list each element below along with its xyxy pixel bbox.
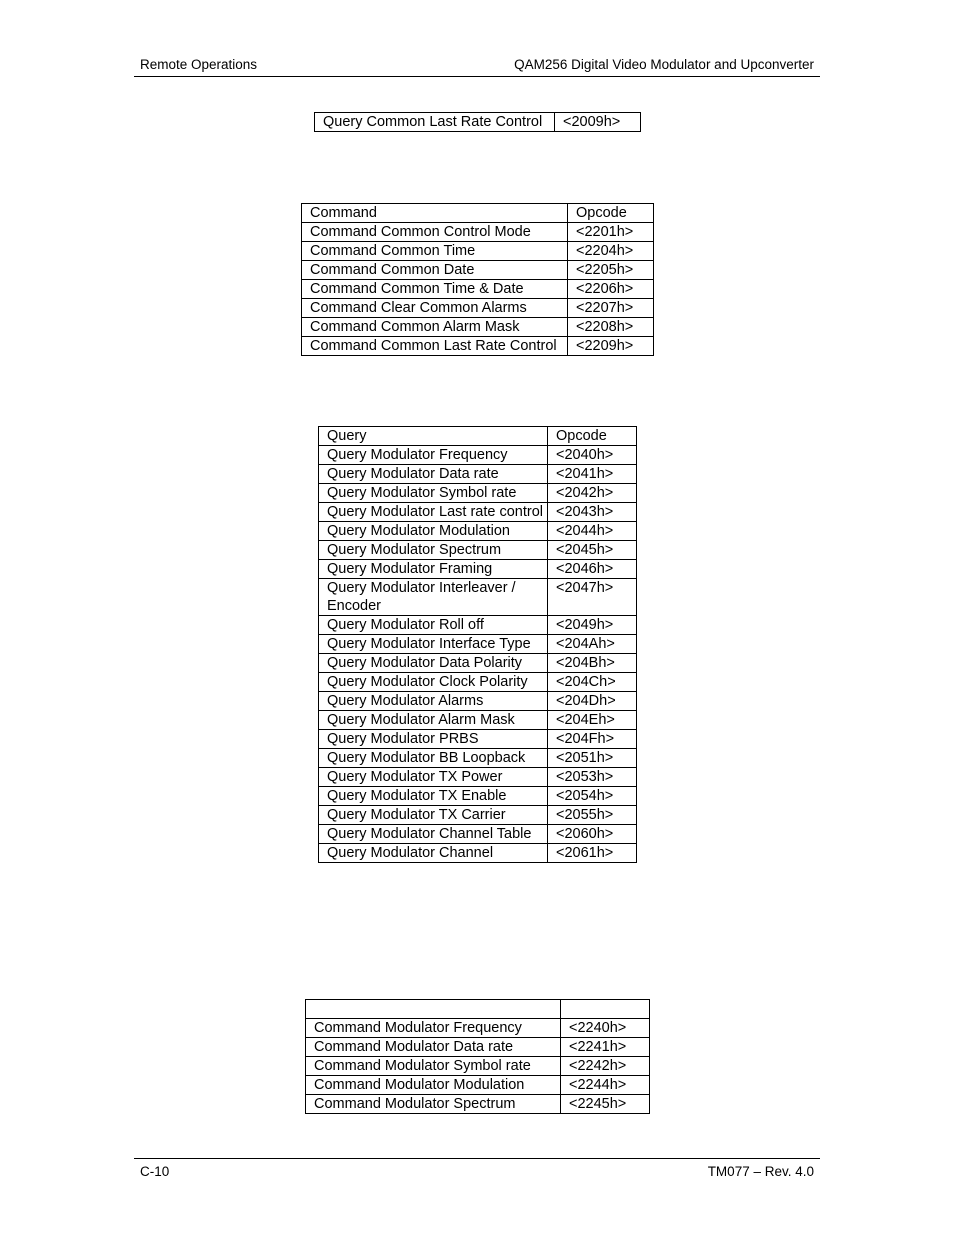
opcode-cell: <2241h>: [561, 1038, 650, 1057]
table-row: [319, 806, 637, 825]
modulator-command-opcode-table: [305, 999, 650, 1114]
opcode-cell: <2040h>: [548, 446, 637, 465]
opcode-cell: <2054h>: [548, 787, 637, 806]
table-row: [319, 787, 637, 806]
name-cell: Command Modulator Data rate: [306, 1038, 561, 1057]
table-row: [302, 242, 654, 261]
opcode-cell: <2045h>: [548, 541, 637, 560]
table-row: [319, 825, 637, 844]
name-cell: Query Modulator Data rate: [319, 465, 548, 484]
opcode-cell: <204Fh>: [548, 730, 637, 749]
name-cell: Query Modulator Channel Table: [319, 825, 548, 844]
table-header-row: [306, 1000, 650, 1019]
table-row: [302, 318, 654, 337]
opcode-cell: <2055h>: [548, 806, 637, 825]
name-cell: Command Common Date: [302, 261, 568, 280]
table-body: [302, 223, 654, 356]
name-cell: Command Modulator Frequency: [306, 1019, 561, 1038]
table-row: [319, 768, 637, 787]
opcode-cell: <2240h>: [561, 1019, 650, 1038]
table-row: [302, 280, 654, 299]
name-cell: Query Modulator Framing: [319, 560, 548, 579]
opcode-cell: <204Ah>: [548, 635, 637, 654]
table-row: [302, 337, 654, 356]
common-command-opcode-table: [301, 203, 654, 356]
name-cell: Command Modulator Symbol rate: [306, 1057, 561, 1076]
opcode-cell: <2053h>: [548, 768, 637, 787]
modulator-query-opcode-table: [318, 426, 637, 863]
name-cell: Query Modulator Alarms: [319, 692, 548, 711]
table-row: [306, 1019, 650, 1038]
name-cell: Query Modulator TX Carrier: [319, 806, 548, 825]
document-revision: TM077 – Rev. 4.0: [707, 1164, 814, 1179]
name-cell: Query Modulator TX Enable: [319, 787, 548, 806]
name-cell: Command Common Control Mode: [302, 223, 568, 242]
name-cell: Query Modulator BB Loopback: [319, 749, 548, 768]
name-cell: Query Modulator TX Power: [319, 768, 548, 787]
name-cell: Query Modulator Interface Type: [319, 635, 548, 654]
table-row: [306, 1076, 650, 1095]
name-cell: Query Modulator Spectrum: [319, 541, 548, 560]
table-row: [302, 299, 654, 318]
name-cell: Query Modulator Interleaver / Encoder: [319, 579, 548, 616]
column-header-query: Query: [319, 427, 548, 446]
name-cell: Query Modulator Modulation: [319, 522, 548, 541]
opcode-cell: <2042h>: [548, 484, 637, 503]
name-cell: Query Modulator Channel: [319, 844, 548, 863]
page-number: C-10: [140, 1164, 170, 1179]
name-cell: Query Modulator Symbol rate: [319, 484, 548, 503]
table-row: [319, 484, 637, 503]
name-cell: Query Common Last Rate Control: [315, 113, 555, 132]
opcode-cell: <2047h>: [548, 579, 637, 616]
table-row: [319, 541, 637, 560]
table-row: [319, 465, 637, 484]
table-row: [306, 1057, 650, 1076]
table-row: [319, 635, 637, 654]
common-query-opcode-table: [314, 112, 641, 132]
table-row: [319, 673, 637, 692]
name-cell: Query Modulator Clock Polarity: [319, 673, 548, 692]
opcode-cell: <2060h>: [548, 825, 637, 844]
table-row: [319, 730, 637, 749]
name-cell: Query Modulator Data Polarity: [319, 654, 548, 673]
opcode-cell: <204Ch>: [548, 673, 637, 692]
table-header-row: [319, 427, 637, 446]
table-row: [319, 579, 637, 616]
table-row: [319, 654, 637, 673]
opcode-cell: <2207h>: [568, 299, 654, 318]
opcode-cell: <2049h>: [548, 616, 637, 635]
table-row: [319, 749, 637, 768]
column-header-empty: [561, 1000, 650, 1019]
name-cell: Command Modulator Spectrum: [306, 1095, 561, 1114]
name-cell: Command Common Last Rate Control: [302, 337, 568, 356]
opcode-cell: <2242h>: [561, 1057, 650, 1076]
table-body: [315, 113, 641, 132]
name-cell: Query Modulator Last rate control: [319, 503, 548, 522]
column-header-empty: [306, 1000, 561, 1019]
name-cell: Query Modulator Frequency: [319, 446, 548, 465]
table-row: [315, 113, 641, 132]
opcode-cell: <2009h>: [555, 113, 641, 132]
opcode-cell: <2206h>: [568, 280, 654, 299]
opcode-cell: <2043h>: [548, 503, 637, 522]
opcode-cell: <2209h>: [568, 337, 654, 356]
opcode-cell: <2204h>: [568, 242, 654, 261]
table-row: [319, 522, 637, 541]
table-row: [319, 446, 637, 465]
name-cell: Query Modulator PRBS: [319, 730, 548, 749]
table-body: [319, 446, 637, 863]
opcode-cell: <204Eh>: [548, 711, 637, 730]
table-row: [319, 503, 637, 522]
page-footer: [134, 1158, 820, 1183]
opcode-cell: <2208h>: [568, 318, 654, 337]
opcode-cell: <2051h>: [548, 749, 637, 768]
opcode-cell: <2061h>: [548, 844, 637, 863]
opcode-cell: <2046h>: [548, 560, 637, 579]
table-body: [306, 1019, 650, 1114]
opcode-cell: <204Bh>: [548, 654, 637, 673]
column-header-opcode: Opcode: [548, 427, 637, 446]
opcode-cell: <2245h>: [561, 1095, 650, 1114]
opcode-cell: <2244h>: [561, 1076, 650, 1095]
name-cell: Query Modulator Alarm Mask: [319, 711, 548, 730]
table-row: [306, 1095, 650, 1114]
opcode-cell: <2041h>: [548, 465, 637, 484]
opcode-cell: <204Dh>: [548, 692, 637, 711]
table-row: [319, 560, 637, 579]
table-row: [319, 616, 637, 635]
table-header-row: [302, 204, 654, 223]
header-section-title: Remote Operations: [140, 57, 258, 72]
opcode-cell: <2201h>: [568, 223, 654, 242]
table-row: [302, 261, 654, 280]
name-cell: Command Modulator Modulation: [306, 1076, 561, 1095]
page-header: [134, 55, 820, 77]
name-cell: Query Modulator Roll off: [319, 616, 548, 635]
name-cell: Command Common Alarm Mask: [302, 318, 568, 337]
table-row: [319, 692, 637, 711]
table-row: [319, 711, 637, 730]
table-row: [319, 844, 637, 863]
opcode-cell: <2205h>: [568, 261, 654, 280]
table-row: [302, 223, 654, 242]
name-cell: Command Common Time: [302, 242, 568, 261]
name-cell: Command Clear Common Alarms: [302, 299, 568, 318]
table-row: [306, 1038, 650, 1057]
header-document-title: QAM256 Digital Video Modulator and Upconverter: [514, 57, 814, 72]
name-cell: Command Common Time & Date: [302, 280, 568, 299]
column-header-command: Command: [302, 204, 568, 223]
opcode-cell: <2044h>: [548, 522, 637, 541]
column-header-opcode: Opcode: [568, 204, 654, 223]
